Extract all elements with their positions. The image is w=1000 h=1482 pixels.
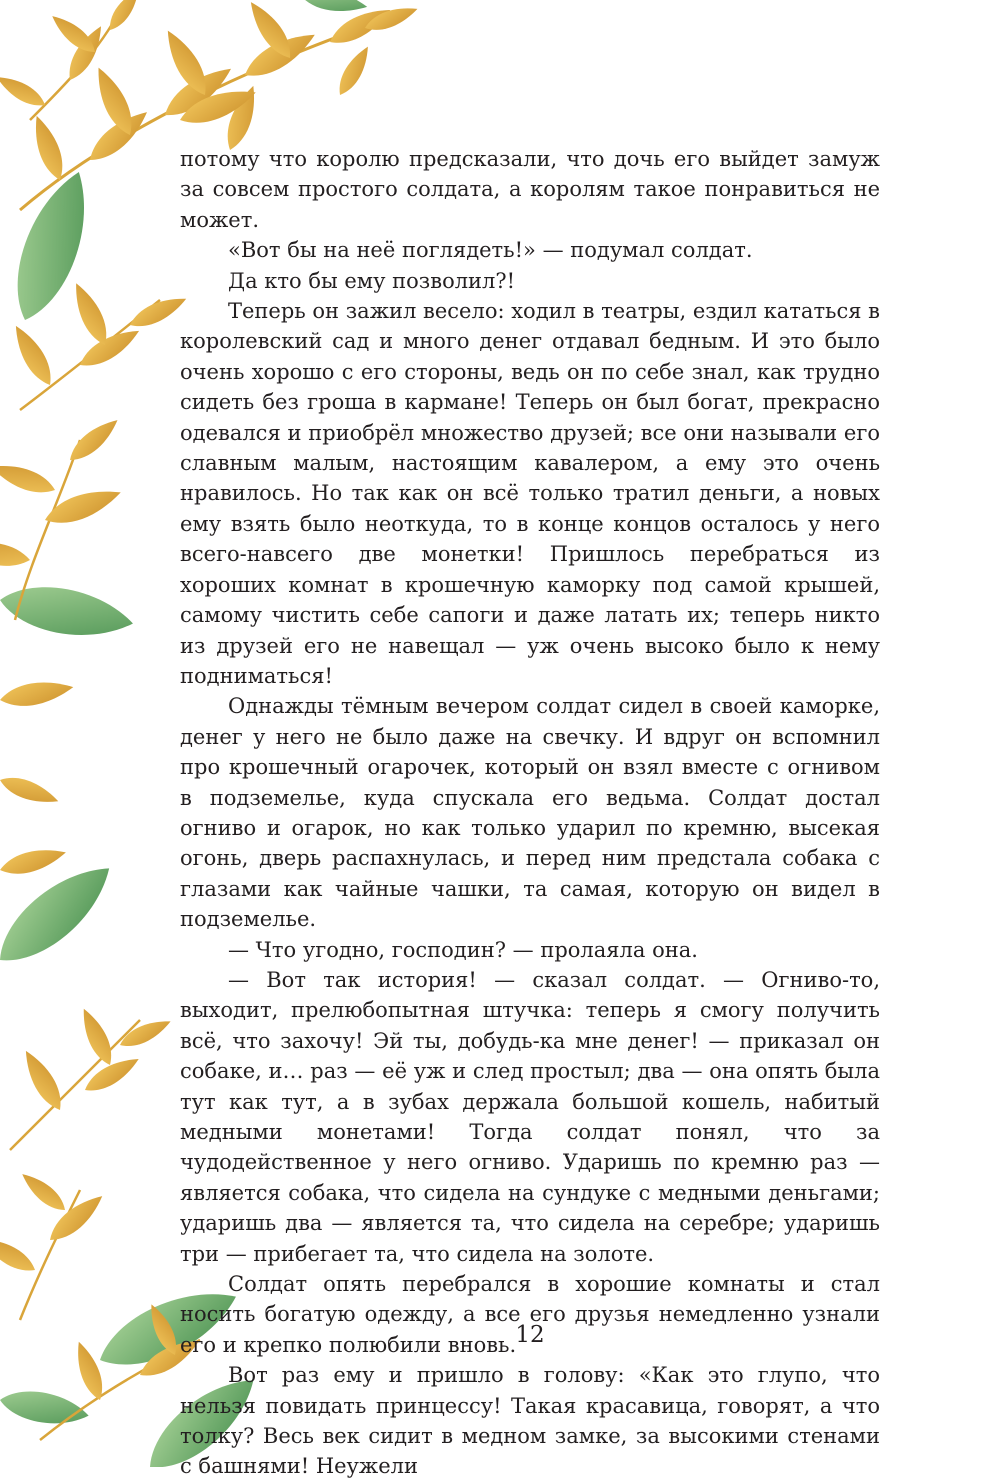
paragraph: Однажды тёмным вечером солдат сидел в своей каморке, денег у него не было даже на свечку. И вдруг он вспомнил про крошечный огарочек, который он взял вместе с огнивом в подземелье, куда спускала его ведьма. Солдат достал огниво и огарок, но как только ударил по кремню, высекая огонь, дверь распахнулась, и перед ним предстала собака с глазами как чайные чашки, та самая, которую он видел в подземелье. xyxy=(180,694,880,932)
page-number: 12 xyxy=(515,1322,545,1348)
left-gold-sprigs xyxy=(0,279,204,1440)
story-text xyxy=(180,144,880,1482)
paragraph: Теперь он зажил весело: ходил в театры, ездил кататься в королевский сад и много денег отдавал бедным. И это было очень хорошо с его стороны, ведь он по себе знал, как трудно сидеть без гроша в кармане! Теперь он был богат, прекрасно одевался и приобрёл множество друзей; все они называли его славным малым, настоящим кавалером, а ему это очень нравилось. Но так как он всё только тратил деньги, а новых ему взять было неоткуда, то в конце концов осталось у него всего-навсего две монетки! Пришлось перебраться из хороших комнат в крошечную каморку под самой крышей, самому чистить себе сапоги и даже латать их; теперь никто из друзей его не навещал — уж очень высоко было к нему подниматься! xyxy=(180,299,880,688)
paragraph: — Что угодно, господин? — пролаяла она. xyxy=(228,937,698,962)
paragraph: «Вот бы на неё поглядеть!» — подумал солдат. xyxy=(228,238,753,263)
paragraph: Да кто бы ему позволил?! xyxy=(228,268,516,293)
paragraph: Вот раз ему и пришло в голову: «Как это глупо, что нельзя повидать принцессу! Такая красавица, говорят, а что толку? Весь век сидит в медном замке, за высокими стенами с башнями! Неужели xyxy=(180,1363,880,1479)
paragraph: Солдат опять перебрался в хорошие комнаты и стал носить богатую одежду, а все его друзья немедленно узнали его и крепко полюбили вновь. xyxy=(180,1272,880,1357)
paragraph: потому что королю предсказали, что дочь его выйдет замуж за совсем простого солдата, а королям такое понравиться не может. xyxy=(180,147,880,232)
paragraph: — Вот так история! — сказал солдат. — Огниво-то, выходит, прелюбопытная штучка: теперь я смогу получить всё, что захочу! Эй ты, добудь-ка мне денег! — приказал он собаке, и… раз — её уж и след простыл; два — она опять была тут как тут, а в зубах держала большой кошель, набитый медными монетами! Тогда солдат понял, что за чудодейственное у него огниво. Ударишь по кремню раз — является собака, что сидела на сундуке с медными деньгами; ударишь два — является та, что сидела на серебре; ударишь три — прибегает та, что сидела на золоте. xyxy=(180,967,880,1266)
